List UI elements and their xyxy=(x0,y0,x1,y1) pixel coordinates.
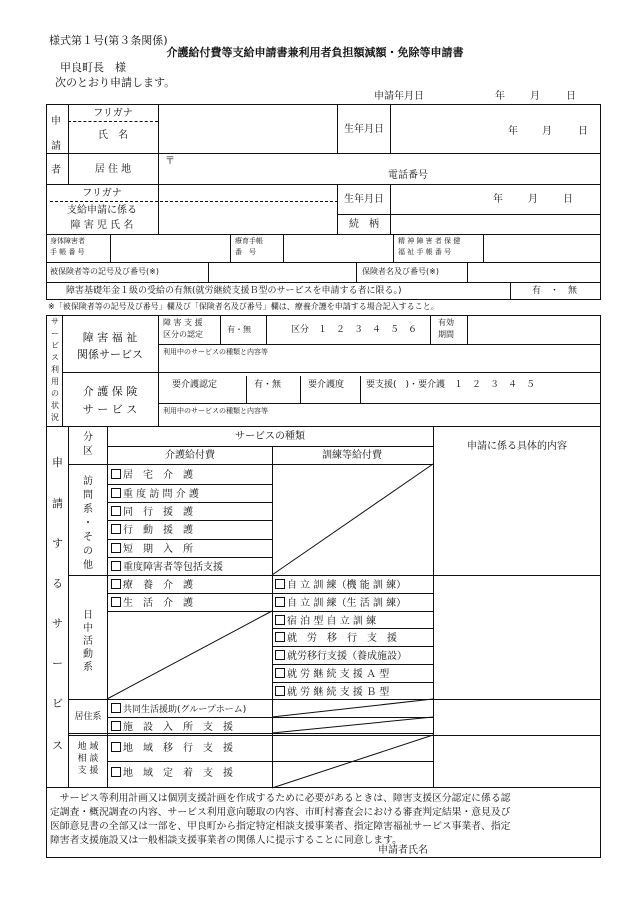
form-title: 介護給付費等支給申請書兼利用者負担額減額・免除等申請書 xyxy=(166,46,464,59)
support-class-options: 区分 １ ２ ３ ４ ５ ６ xyxy=(291,325,418,335)
addressee: 甲良町長 様 xyxy=(60,61,126,74)
consent-text: サービス等利用計画又は個別支援計画を作成するために必要があるときは、障害支援区分認定に係る認 xyxy=(50,793,511,804)
applicant-birth-day: 日 xyxy=(578,126,588,137)
status-side-label: 用 xyxy=(51,377,59,386)
visiting-label: 訪 xyxy=(83,476,93,487)
phone-label: 電話番号 xyxy=(388,170,428,181)
service-checkbox[interactable]: 就 労 移 行 支 援 xyxy=(275,632,397,644)
visiting-label: 系 xyxy=(83,504,93,515)
service-checkbox[interactable]: 自 立 訓 練（生 活 訓 練） xyxy=(275,597,406,609)
care-insurance-label: サ ー ビ ス xyxy=(82,403,138,416)
applicant-furigana-label: フリガナ xyxy=(93,108,133,119)
valid-period-label: 期間 xyxy=(438,330,454,339)
date-day: 日 xyxy=(566,91,576,102)
care-insurance-label: 介 護 保 険 xyxy=(82,385,138,398)
applicant-side-label: 請 xyxy=(51,141,61,152)
care-current-services: 利用中のサービスの種類と内容等 xyxy=(163,407,268,415)
service-checkbox[interactable]: 就 労 継 続 支 援 Ｂ 型 xyxy=(275,686,389,698)
child-name-label: 支給申請に係る xyxy=(67,205,137,216)
day-activity-label: 中 xyxy=(83,623,93,634)
services-side-label: る xyxy=(52,577,63,590)
service-checkbox[interactable]: 療 養 介 護 xyxy=(111,579,193,591)
form-number: 様式第１号(第３条関係) xyxy=(49,34,168,47)
visiting-label: そ xyxy=(83,532,93,543)
date-year: 年 xyxy=(495,91,505,102)
service-checkbox[interactable]: 同 行 援 護 xyxy=(111,506,193,518)
residence-label: 居住系 xyxy=(74,712,102,722)
care-benefits-heading: 介護給付費 xyxy=(165,450,215,461)
note: ※「被保険者等の記号及び番号」欄及び「保険者名及び番号」欄は、療養介護を申請する場合記入すること。 xyxy=(48,302,439,311)
service-checkbox[interactable]: 地 域 定 着 支 援 xyxy=(111,767,233,779)
child-birth-label: 生年月日 xyxy=(344,194,384,205)
relation-label: 続 柄 xyxy=(349,219,379,230)
status-side-label: 利 xyxy=(51,365,59,374)
community-label: 相 談 xyxy=(77,754,99,764)
visiting-label: 他 xyxy=(83,560,93,571)
services-side-label: 請 xyxy=(52,497,63,510)
consent-text: 定調査・概況調査の内容、サービス利用意向聴取の内容、市町村審査会における審査判定結果・意見及び xyxy=(50,807,511,818)
applicant-birth-year: 年 xyxy=(508,126,518,137)
status-side-label: ス xyxy=(51,353,59,362)
physical-handbook-label: 身体障害者 xyxy=(50,237,85,245)
visiting-label: 問 xyxy=(83,490,93,501)
applicant-side-label: 者 xyxy=(51,165,61,176)
service-checkbox[interactable]: 共同生活援助(グループホーム) xyxy=(111,703,246,715)
application-date-label: 申請年月日 xyxy=(374,91,424,102)
care-cert-yes-no: 有・無 xyxy=(254,380,282,390)
date-month: 月 xyxy=(530,91,540,102)
valid-period-label: 有効 xyxy=(438,318,454,327)
mental-handbook-label: 精 神 障 害 者 保 健 xyxy=(398,237,461,245)
applicant-side-label: 申 xyxy=(51,116,61,127)
consent-text: 障害者支援施設又は一般相談支援事業者の関係人に提示することに同意します。 xyxy=(50,835,402,846)
applicant-name-label: 氏 名 xyxy=(98,130,128,141)
day-activity-label: 動 xyxy=(83,649,93,660)
services-side-label: す xyxy=(52,537,63,550)
welfare-service-label: 障 害 福 祉 xyxy=(82,331,138,344)
service-types-heading: サービスの種類 xyxy=(235,431,305,442)
services-side-label: ー xyxy=(52,657,63,670)
insurer-label: 保険者名及び番号(※) xyxy=(362,267,439,276)
support-class-label: 障 害 支 援 xyxy=(163,318,203,327)
community-label: 地 域 xyxy=(77,742,99,752)
status-side-label: サ xyxy=(51,317,59,326)
welfare-current-services: 利用中のサービスの種類と内容等 xyxy=(163,348,268,356)
pension-answer: 有 ・ 無 xyxy=(532,286,578,296)
care-cert-label: 要介護認定 xyxy=(172,380,218,390)
rehab-handbook-label: 療育手帳 xyxy=(235,237,263,245)
care-level-label: 要介護度 xyxy=(308,380,345,390)
status-side-label: 状 xyxy=(51,401,59,410)
insured-number-label: 被保険者等の記号及び番号(※) xyxy=(50,267,159,276)
mental-handbook-label: 福 祉 手 帳 番 号 xyxy=(398,248,452,256)
service-checkbox[interactable]: 重 度 訪 問 介 護 xyxy=(111,488,199,500)
service-checkbox[interactable]: 重度障害者等包括支援 xyxy=(111,561,223,573)
service-checkbox[interactable]: 地 域 移 行 支 援 xyxy=(111,742,233,754)
child-birth-day: 日 xyxy=(563,194,573,205)
child-birth-month: 月 xyxy=(528,194,538,205)
service-checkbox[interactable]: 宿 泊 型 自 立 訓 練 xyxy=(275,615,376,627)
status-side-label: 況 xyxy=(51,413,59,422)
services-side-label: サ xyxy=(52,617,63,630)
intro-text: 次のとおり申請します。 xyxy=(55,76,176,89)
child-furigana-label: フリガナ xyxy=(82,188,122,199)
specific-content-heading: 申請に係る具体的内容 xyxy=(467,441,567,452)
day-activity-label: 活 xyxy=(83,636,93,647)
day-activity-label: 系 xyxy=(83,662,93,673)
service-checkbox[interactable]: 施 設 入 所 支 援 xyxy=(111,721,233,733)
status-side-label: ビ xyxy=(51,341,59,350)
service-checkbox[interactable]: 行 動 援 護 xyxy=(111,524,193,536)
services-side-label: 申 xyxy=(52,456,63,469)
category-label: 分 xyxy=(83,432,93,443)
visiting-label: の xyxy=(83,546,93,557)
status-side-label: の xyxy=(51,389,59,398)
applicant-birth-label: 生年月日 xyxy=(344,124,384,135)
category-label: 区 xyxy=(83,446,93,457)
support-class-yes-no: 有・無 xyxy=(227,325,251,334)
status-side-label: ー xyxy=(51,329,59,338)
physical-handbook-label: 手 帳 番 号 xyxy=(50,248,85,256)
postal-mark: 〒 xyxy=(165,156,175,167)
service-checkbox[interactable]: 短 期 入 所 xyxy=(111,543,193,555)
community-label: 支 援 xyxy=(77,766,99,776)
training-benefits-heading: 訓練等給付費 xyxy=(322,450,382,461)
service-checkbox[interactable]: 就労移行支援（養成施設） xyxy=(275,650,407,662)
child-name-label: 障 害 児 氏 名 xyxy=(70,220,134,231)
applicant-address-label: 居 住 地 xyxy=(94,164,132,175)
services-side-label: ビ xyxy=(52,697,63,710)
consent-text: 医師意見書の全部又は一部を、甲良町から指定特定相談支援事業者、指定障害福祉サービス事業者、指定 xyxy=(50,821,511,832)
pension-question: 障害基礎年金１級の受給の有無(就労継続支援Ｂ型のサービスを申請する者に限る。) xyxy=(66,286,402,296)
welfare-service-label: 関係サービス xyxy=(77,348,143,361)
day-activity-label: 日 xyxy=(83,610,93,621)
visiting-label: ・ xyxy=(83,518,93,529)
service-checkbox[interactable]: 生 活 介 護 xyxy=(111,597,193,609)
service-checkbox[interactable]: 自 立 訓 練（機 能 訓 練） xyxy=(275,579,406,591)
applicant-birth-month: 月 xyxy=(542,126,552,137)
service-checkbox[interactable]: 居 宅 介 護 xyxy=(111,469,193,481)
child-birth-year: 年 xyxy=(493,194,503,205)
service-checkbox[interactable]: 就 労 継 続 支 援 Ａ 型 xyxy=(275,668,389,680)
support-class-label: 区分の認定 xyxy=(163,330,203,339)
services-side-label: ス xyxy=(52,739,63,752)
rehab-handbook-label: 番 号 xyxy=(235,248,256,256)
signature-label: 申請者氏名 xyxy=(378,845,428,856)
care-level-options: 要支援( )・要介護 １ ２ ３ ４ ５ xyxy=(366,380,536,390)
